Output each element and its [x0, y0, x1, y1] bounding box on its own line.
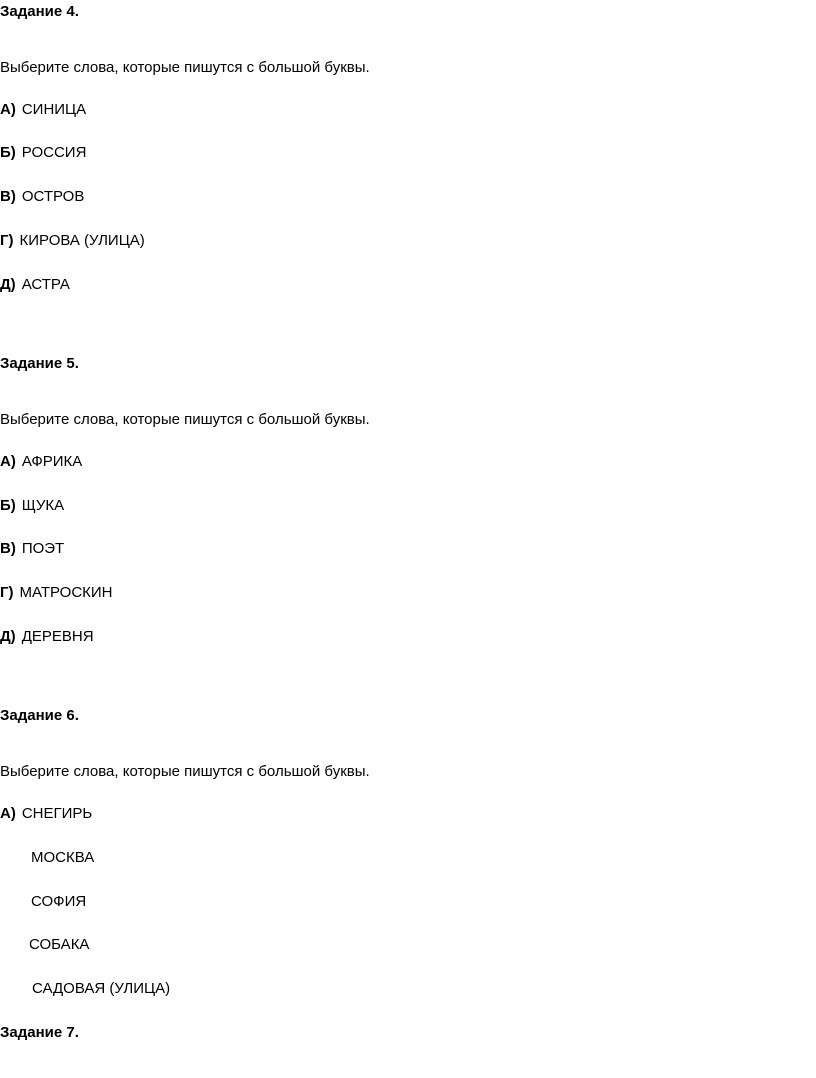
- option-letter: В): [0, 188, 16, 205]
- task-6-option-2: [31, 849, 94, 867]
- option-text: АСТРА: [21, 276, 70, 293]
- option-letter: Д): [0, 276, 16, 293]
- task-6-prompt: Выберите слова, которые пишутся с большой буквы.: [0, 763, 370, 780]
- task-4-option-d: [0, 276, 70, 294]
- task-5-option-g: [0, 584, 113, 602]
- option-letter: А): [0, 805, 16, 822]
- option-letter: В): [0, 540, 16, 557]
- option-letter: А): [0, 101, 16, 118]
- option-text: МОСКВА: [31, 849, 95, 866]
- task-6-option-a: [0, 805, 92, 823]
- task-6-option-5: [32, 980, 170, 998]
- option-text: СНЕГИРЬ: [21, 805, 93, 822]
- option-letter: Б): [0, 497, 16, 514]
- task-4-option-g: [0, 232, 145, 250]
- task-4-prompt: Выберите слова, которые пишутся с большой буквы.: [0, 59, 370, 76]
- option-text: МАТРОСКИН: [19, 584, 113, 601]
- option-text: ОСТРОВ: [21, 188, 85, 205]
- option-letter: Г): [0, 232, 14, 249]
- task-5-option-d: [0, 628, 94, 646]
- option-text: СОБАКА: [29, 936, 90, 953]
- task-5-option-b: [0, 497, 64, 515]
- option-text: РОССИЯ: [21, 144, 87, 161]
- option-text: СИНИЦА: [21, 101, 87, 118]
- option-text: КИРОВА (УЛИЦА): [19, 232, 145, 249]
- task-7-title: Задание 7.: [0, 1024, 79, 1041]
- task-4-option-a: [0, 101, 86, 119]
- option-text: САДОВАЯ (УЛИЦА): [32, 980, 171, 997]
- task-5-title: Задание 5.: [0, 355, 79, 372]
- option-letter: Г): [0, 584, 14, 601]
- task-6-option-4: [29, 936, 89, 954]
- option-text: ДЕРЕВНЯ: [21, 628, 94, 645]
- task-4-option-b: [0, 144, 86, 162]
- option-letter: А): [0, 453, 16, 470]
- task-6-option-3: [31, 893, 86, 911]
- option-letter: Б): [0, 144, 16, 161]
- task-5-option-a: [0, 453, 82, 471]
- task-4-title: Задание 4.: [0, 3, 79, 20]
- option-text: СОФИЯ: [31, 893, 87, 910]
- option-text: АФРИКА: [21, 453, 83, 470]
- task-5-prompt: Выберите слова, которые пишутся с большой буквы.: [0, 411, 370, 428]
- option-letter: Д): [0, 628, 16, 645]
- option-text: ЩУКА: [21, 497, 65, 514]
- task-5-option-v: [0, 540, 64, 558]
- task-4-option-v: [0, 188, 84, 206]
- task-6-title: Задание 6.: [0, 707, 79, 724]
- option-text: ПОЭТ: [21, 540, 65, 557]
